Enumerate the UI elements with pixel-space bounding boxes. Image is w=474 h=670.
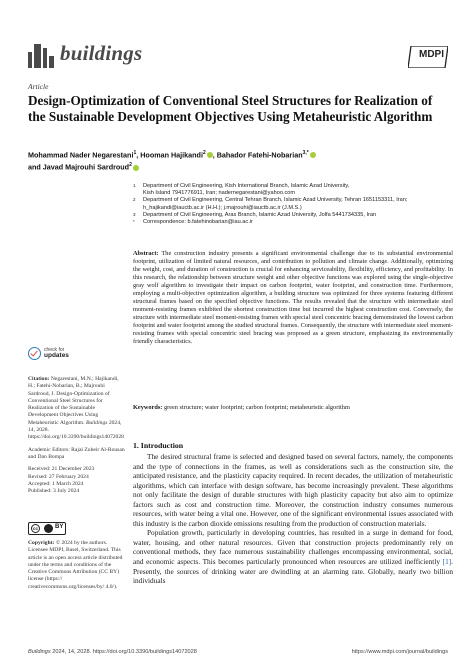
paragraph: The desired structural frame is selected and designed based on several factors, namely, the components and the type of connections in the frames, as well as considerations such as the construction site, the anticipated resistance, and the plasticity capacity required. In recent decades, the utilization of metaheuristic algorithms, which can interface with design software, has become increasingly prevalent. These algorithms not only facilitate the design of durable structures with high plasticity capacity but also aim to optimize factors such as cost and construction time. Moreover, the construction industry consumes numerous resources, with water being a vital one. However, one of the significant environmental issues associated with this industry is the carbon dioxide emissions resulting from the production of construction materials.: [133, 452, 453, 528]
creative-commons-icon: cc: [32, 526, 38, 531]
attribution-person-icon: [44, 524, 53, 533]
affiliation-number: 2: [133, 197, 136, 203]
author-list: Mohammad Nader Negarestani$^1$, Hooman Hajikandi$^2$ , Bahador Fatehi-Nobarian$^{3,*}$ and Javad Majrouhi Sardroud$^2$: [28, 148, 448, 173]
introduction-body: [133, 452, 453, 586]
affiliation-line: Department of Civil Engineering, Kish International Branch, Islamic Azad University,: [143, 183, 350, 189]
footer-doi-link[interactable]: 2024, 14, 2028. https://doi.org/10.3390/buildings14072028: [52, 649, 197, 655]
copyright-notice: [28, 540, 126, 591]
article-info-sidebar: [28, 376, 126, 495]
author-name[interactable]: Mohammad Nader Negarestani: [28, 150, 134, 160]
keywords-label: Keywords:: [133, 404, 163, 411]
footer-journal: Buildings: [28, 649, 51, 655]
affiliation-number: 1: [133, 183, 136, 188]
correspondence-line[interactable]: Correspondence: b.fatehinobarian@iau.ac.ir: [143, 219, 253, 226]
affiliation-line: Kish Island 7941776911, Iran; nadernegarestani@yahoo.com: [143, 190, 296, 197]
check-updates-line1: check for: [44, 347, 65, 353]
author-affiliation-mark: 2: [202, 150, 206, 156]
keywords-text: green structure; water footprint; carbon footprint; metaheuristic algorithm: [163, 404, 350, 411]
affiliations: [133, 183, 453, 226]
footer-journal-link[interactable]: https://www.mdpi.com/journal/buildings: [351, 649, 448, 655]
check-updates-text: [44, 347, 69, 359]
citation-label: Citation:: [28, 376, 50, 382]
author-affiliation-mark: 3,*: [302, 150, 309, 156]
author-name[interactable]: Hooman Hajikandi: [140, 150, 203, 160]
footer-citation: [28, 649, 197, 655]
orcid-icon[interactable]: [310, 152, 316, 158]
affiliation: [133, 197, 453, 211]
affiliation-number: 3: [133, 211, 136, 217]
paragraph: [133, 528, 453, 585]
abstract-label: Abstract:: [133, 250, 159, 257]
abstract: [133, 250, 453, 346]
license-by-text: BY: [55, 524, 64, 530]
keywords: [133, 404, 453, 412]
citation-doi-link[interactable]: https://doi.org/10.3390/buildings14072028: [28, 434, 124, 441]
citation-block: [28, 376, 126, 442]
check-updates-icon: [28, 347, 41, 360]
correspondence: [133, 219, 453, 226]
academic-editors: Academic Editors: Rajai Zuheir Al-Rousan and Dan Bompa: [28, 446, 125, 460]
copyright-text: © 2024 by the authors. Licensee MDPI, Basel, Switzerland. This article is an open access article distributed under the terms and conditions of the Creative Commons Attribution (CC BY) license (https:// creativecommons.org/licenses/by/ 4.0/).: [28, 540, 123, 590]
affiliation: [133, 183, 453, 197]
reference-citation-link[interactable]: [1]: [442, 557, 452, 567]
article-title: Design-Optimization of Conventional Steel Structures for Realization of the Sustainable Development Objectives Using Metaheuristic Algorithm: [28, 93, 433, 124]
affiliation: [133, 212, 453, 219]
date-received: Received: 21 December 2023: [28, 466, 95, 473]
paragraph-text: . Presently, the sources of drinking water are dwindling at an alarming rate. Globally, nearly two billion individuals: [133, 557, 453, 586]
journal-name: buildings: [60, 41, 143, 65]
copyright-label: Copyright:: [28, 540, 55, 546]
affiliation-line: Department of Civil Engineering, Central Tehran Branch, Islamic Azad University, Tehran 1651153311, Iran;: [143, 197, 408, 204]
article-type: Article: [28, 82, 49, 91]
author-name[interactable]: Bahador Fatehi-Nobarian: [216, 150, 303, 160]
author-affiliation-mark: 1: [133, 150, 137, 156]
author-affiliation-mark: 2: [129, 162, 132, 169]
affiliation-line: Department of Civil Engineering, Aras Branch, Islamic Azad University, Jolfa 5441734335, Iran: [143, 211, 377, 218]
citation-journal: Buildings: [85, 419, 108, 426]
publisher-logo: [408, 46, 448, 68]
orcid-icon[interactable]: [207, 152, 213, 158]
check-updates-line2: updates: [44, 352, 69, 359]
affiliation-number: *: [133, 219, 135, 225]
publisher-name: MDPI: [419, 49, 444, 60]
paragraph-text: Population growth, particularly in developing countries, has resulted in a surge in demand for food, water, housing, and other natural resources. Given that construction projects predominantly rely on conventional methods, they face numerous sustainability challenges encompassing environmental, social, and economic aspects. This becomes particularly pronounced when resources are utilized inefficiently: [133, 528, 453, 567]
citation-volume: 2024, 14, 2028.: [28, 419, 122, 434]
abstract-text: The construction industry presents a significant environmental challenge due to its substantial environmental footprint, utilization of limited natural resources, and contribution to pollution and climate change. Additionally, optimizing the weight, cost, and duration of construction is crucial for enhancing serviceability, flexibility, efficiency, and profitability. In this research, the relationship between structure weight and other objective functions was explored using the single-objective gray wolf algorithm to investigate their impact on carbon footprint, water footprint, and construction time. Furthermore, employing a multi-objective optimization algorithm, a building structure was optimized for three systems featuring different structural frames based on the specified objective functions. The results revealed that the structure with intermediate steel moment-resisting frames exhibited the shortest construction time but incurred the highest construction cost. Conversely, the structure with intermediate steel moment-resisting frames with special steel concentric bracing demonstrated the lowest carbon footprint and water footprint among the studied structural frames. Consequently, the structure with intermediate steel moment-resisting frames with special concentric steel bracing was proposed as a green structure, emphasizing its environmentally friendly characteristics.: [133, 250, 453, 346]
publication-dates: [28, 466, 126, 495]
check-for-updates-badge[interactable]: [28, 346, 78, 366]
cc-by-license-badge[interactable]: [28, 522, 66, 535]
date-accepted: Accepted: 1 March 2024: [28, 480, 84, 487]
date-published: Published: 3 July 2024: [28, 488, 80, 495]
author-name[interactable]: Javad Majrouhi Sardroud: [42, 162, 130, 172]
journal-logo-icon: [28, 44, 54, 68]
orcid-icon[interactable]: [133, 165, 139, 171]
section-heading: 1. Introduction: [133, 441, 184, 450]
affiliation-line: h_hajikandi@iauctb.ac.ir (H.H.); j.majrouhi@iauctb.ac.ir (J.M.S.): [143, 204, 302, 211]
authors-connector: and: [28, 162, 41, 172]
citation-text: Negarestani, M.N.; Hajikandi, H.; Fatehi-Nobarian, B.; Majrouhi Sardroud, J. Design-Optimization of Conventional Steel Structures for Realization of the Sustainable Development Objectives Using Metaheuristic Algorithm.: [28, 376, 119, 426]
date-revised: Revised: 27 February 2024: [28, 473, 89, 480]
